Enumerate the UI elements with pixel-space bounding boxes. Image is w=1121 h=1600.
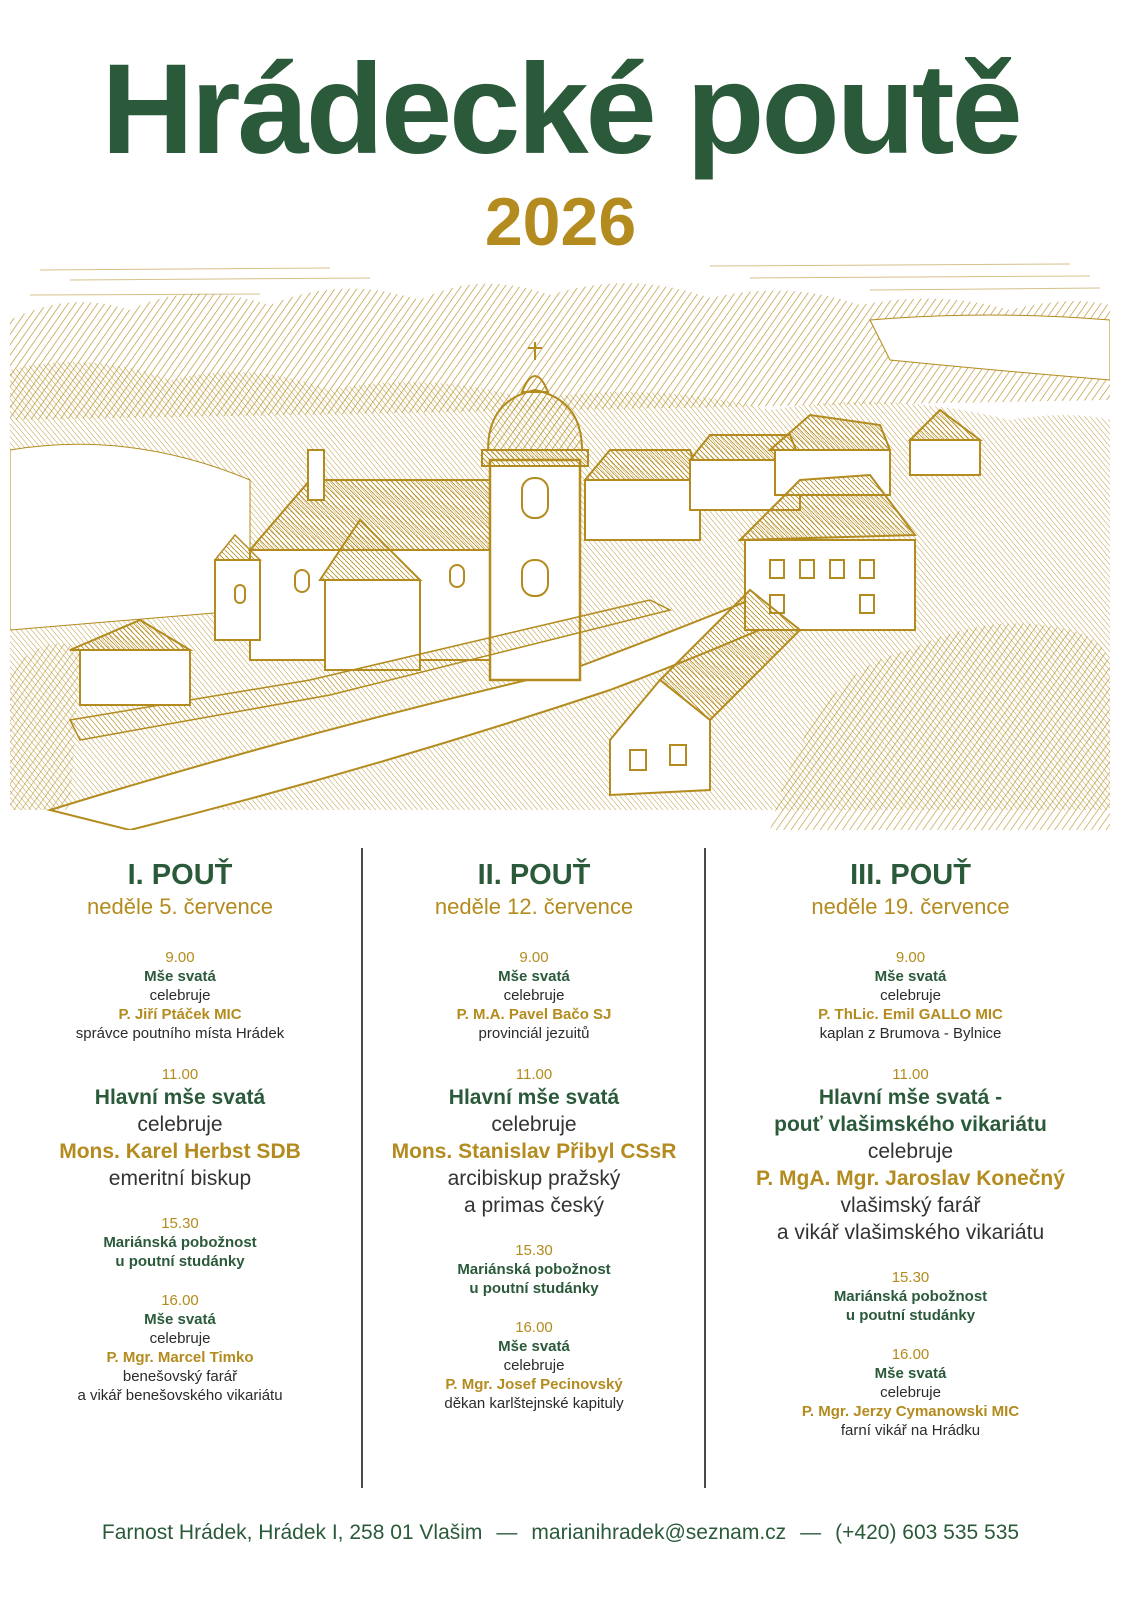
pilgrimage-date: neděle 19. července <box>811 894 1010 919</box>
event-title: Hlavní mše svatá - <box>818 1086 1003 1109</box>
event-time: 15.30 <box>515 1242 553 1259</box>
event-block <box>0 948 360 1043</box>
event-block <box>708 1345 1113 1440</box>
footer-separator: — <box>800 1521 822 1544</box>
event-celebrant: P. Mgr. Marcel Timko <box>106 1349 254 1366</box>
event-block-main <box>0 1065 360 1192</box>
poster-year: 2026 <box>484 184 637 260</box>
event-celebrates: celebruje <box>880 987 941 1004</box>
event-celebrant: P. Jiří Ptáček MIC <box>118 1006 242 1023</box>
event-block <box>0 1291 360 1405</box>
event-title: Mariánská pobožnost <box>103 1234 257 1251</box>
event-block-main <box>365 1065 703 1219</box>
event-title: pouť vlašimského vikariátu <box>774 1113 1047 1136</box>
event-title: u poutní studánky <box>845 1307 976 1324</box>
event-time: 11.00 <box>892 1066 929 1083</box>
event-role: kaplan z Brumova - Bylnice <box>819 1025 1002 1042</box>
event-title: Hlavní mše svatá <box>448 1086 620 1109</box>
column-divider <box>361 848 363 1488</box>
poster-title: Hrádecké poutě <box>101 38 1020 181</box>
event-role: arcibiskup pražský <box>447 1167 621 1190</box>
event-role: farní vikář na Hrádku <box>840 1422 981 1439</box>
event-title: Hlavní mše svatá <box>94 1086 266 1109</box>
pilgrimage-column-2 <box>365 858 703 1413</box>
event-time: 16.00 <box>891 1346 930 1363</box>
event-role: a vikář vlašimského vikariátu <box>776 1221 1045 1244</box>
event-title: Mše svatá <box>874 968 947 985</box>
event-role: provinciál jezuitů <box>478 1025 590 1042</box>
event-celebrates: celebruje <box>503 987 565 1004</box>
footer-phone[interactable]: (+420) 603 535 535 <box>835 1521 1020 1544</box>
event-celebrant: P. Mgr. Jerzy Cymanowski MIC <box>801 1403 1020 1420</box>
event-time: 15.30 <box>891 1269 930 1286</box>
footer-address: Farnost Hrádek, Hrádek I, 258 01 Vlašim <box>101 1521 483 1544</box>
column-divider <box>704 848 706 1488</box>
event-time: 16.00 <box>515 1319 553 1336</box>
pilgrimage-column-3 <box>708 858 1113 1440</box>
event-title: Mše svatá <box>498 968 570 985</box>
event-time: 11.00 <box>161 1066 199 1083</box>
event-time: 9.00 <box>895 949 926 966</box>
event-celebrant: P. MgA. Mgr. Jaroslav Konečný <box>756 1167 1065 1190</box>
event-block <box>365 948 703 1043</box>
event-title: u poutní studánky <box>115 1253 245 1270</box>
event-time: 9.00 <box>519 949 549 966</box>
event-role: a vikář benešovského vikariátu <box>77 1387 283 1404</box>
pilgrimage-date: neděle 5. července <box>87 894 273 919</box>
event-block <box>365 1318 703 1413</box>
event-title: Mariánská pobožnost <box>457 1261 611 1278</box>
event-role: vlašimský farář <box>840 1194 981 1217</box>
event-celebrates: celebruje <box>880 1384 941 1401</box>
event-time: 16.00 <box>161 1292 199 1309</box>
event-block-main <box>708 1065 1113 1246</box>
event-celebrant: P. ThLic. Emil GALLO MIC <box>818 1006 1003 1023</box>
event-celebrates: celebruje <box>867 1140 954 1163</box>
event-role: a primas český <box>463 1194 605 1217</box>
event-role: děkan karlštejnské kapituly <box>444 1395 624 1412</box>
pilgrimage-title: III. POUŤ <box>850 859 971 891</box>
event-block <box>0 1214 360 1271</box>
event-time: 9.00 <box>165 949 195 966</box>
pilgrimage-title: I. POUŤ <box>127 859 233 891</box>
event-role: emeritní biskup <box>108 1167 252 1190</box>
footer-contact <box>0 1518 1121 1548</box>
footer-email[interactable]: marianihradek@seznam.cz <box>531 1521 787 1544</box>
event-celebrates: celebruje <box>149 987 211 1004</box>
event-celebrant: P. Mgr. Josef Pecinovský <box>445 1376 623 1393</box>
pilgrimage-date: neděle 12. července <box>434 894 634 919</box>
event-role: benešovský farář <box>122 1368 238 1385</box>
event-celebrates: celebruje <box>137 1113 223 1136</box>
pilgrimage-column-1 <box>0 858 360 1405</box>
event-title: Mše svatá <box>498 1338 570 1355</box>
event-time: 11.00 <box>515 1066 553 1083</box>
event-block <box>708 1268 1113 1325</box>
pilgrimage-title: II. POUŤ <box>477 859 591 891</box>
event-celebrates: celebruje <box>491 1113 577 1136</box>
event-time: 15.30 <box>161 1215 199 1232</box>
footer-separator: — <box>496 1521 518 1544</box>
event-title: Mše svatá <box>144 1311 216 1328</box>
event-block <box>708 948 1113 1043</box>
event-title: Mše svatá <box>144 968 216 985</box>
event-celebrant: P. M.A. Pavel Bačo SJ <box>456 1006 612 1023</box>
event-title: u poutní studánky <box>469 1280 599 1297</box>
event-celebrant: Mons. Stanislav Přibyl CSsR <box>391 1140 677 1163</box>
event-block <box>365 1241 703 1298</box>
event-title: Mariánská pobožnost <box>833 1288 988 1305</box>
event-role: správce poutního místa Hrádek <box>75 1025 285 1042</box>
event-title: Mše svatá <box>874 1365 947 1382</box>
event-celebrant: Mons. Karel Herbst SDB <box>59 1140 301 1163</box>
church-village-engraving-icon <box>10 250 1110 830</box>
event-celebrates: celebruje <box>149 1330 211 1347</box>
event-celebrates: celebruje <box>503 1357 565 1374</box>
